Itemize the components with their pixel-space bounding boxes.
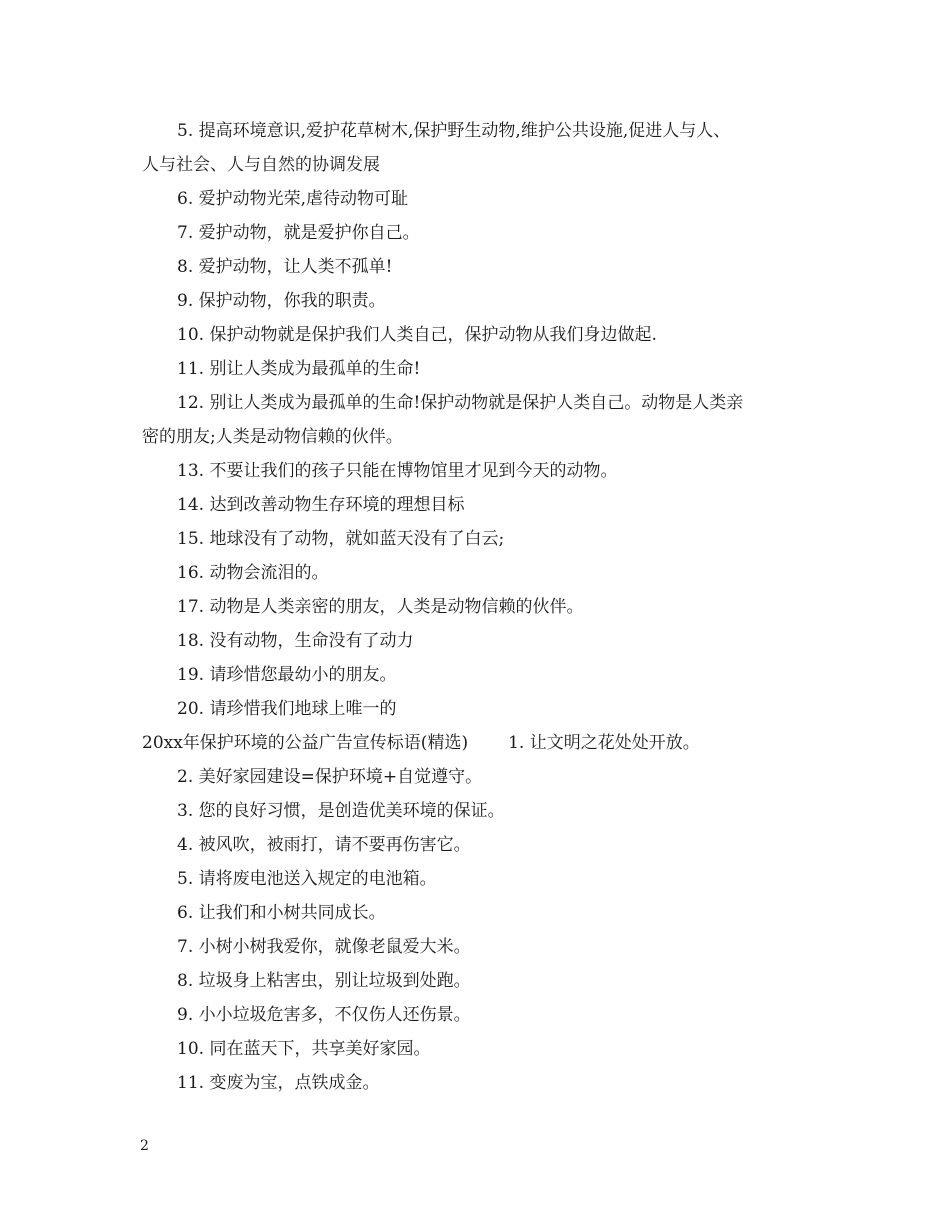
list-item-6: 6. 爱护动物光荣,虐待动物可耻	[177, 189, 409, 209]
list-item-5b: 5. 请将废电池送入规定的电池箱。	[177, 869, 437, 889]
list-item-12-continued: 密的朋友;人类是动物信赖的伙伴。	[142, 427, 403, 447]
list-item-14: 14. 达到改善动物生存环境的理想目标	[177, 495, 465, 515]
list-item-5: 5. 提高环境意识,爱护花草树木,保护野生动物,维护公共设施,促进人与人、	[177, 121, 731, 141]
list-item-13: 13. 不要让我们的孩子只能在博物馆里才见到今天的动物。	[177, 461, 618, 481]
list-item-19: 19. 请珍惜您最幼小的朋友。	[177, 665, 397, 685]
list-item-18: 18. 没有动物，生命没有了动力	[177, 631, 414, 651]
page-number: 2	[140, 1138, 149, 1154]
list-item-17: 17. 动物是人类亲密的朋友，人类是动物信赖的伙伴。	[177, 597, 584, 617]
list-item-4: 4. 被风吹，被雨打，请不要再伤害它。	[177, 835, 471, 855]
list-item-7: 7. 爱护动物，就是爱护你自己。	[177, 223, 420, 243]
list-item-8b: 8. 垃圾身上粘害虫，别让垃圾到处跑。	[177, 971, 471, 991]
list-item-2: 2. 美好家园建设=保护环境+自觉遵守。	[177, 767, 483, 787]
list-item-11: 11. 别让人类成为最孤单的生命!	[177, 359, 421, 379]
section-heading: 20xx年保护环境的公益广告宣传标语(精选)	[142, 733, 469, 753]
list-item-1: 1. 让文明之花处处开放。	[508, 733, 700, 753]
list-item-8: 8. 爱护动物，让人类不孤单!	[177, 257, 393, 277]
list-item-16: 16. 动物会流泪的。	[177, 563, 329, 583]
list-item-5-continued: 人与社会、人与自然的协调发展	[142, 155, 380, 175]
list-item-15: 15. 地球没有了动物，就如蓝天没有了白云;	[177, 529, 505, 549]
section-heading-line	[142, 732, 700, 754]
list-item-20: 20. 请珍惜我们地球上唯一的	[177, 699, 397, 719]
list-item-10: 10. 保护动物就是保护我们人类自己，保护动物从我们身边做起.	[177, 325, 657, 345]
list-item-6b: 6. 让我们和小树共同成长。	[177, 903, 386, 923]
list-item-7b: 7. 小树小树我爱你，就像老鼠爱大米。	[177, 937, 471, 957]
list-item-3: 3. 您的良好习惯，是创造优美环境的保证。	[177, 801, 505, 821]
list-item-11b: 11. 变废为宝，点铁成金。	[177, 1073, 380, 1093]
list-item-10b: 10. 同在蓝天下，共享美好家园。	[177, 1039, 431, 1059]
list-item-12: 12. 别让人类成为最孤单的生命!保护动物就是保护人类自己。动物是人类亲	[177, 393, 744, 413]
list-item-9: 9. 保护动物，你我的职责。	[177, 291, 386, 311]
list-item-9b: 9. 小小垃圾危害多，不仅伤人还伤景。	[177, 1005, 471, 1025]
